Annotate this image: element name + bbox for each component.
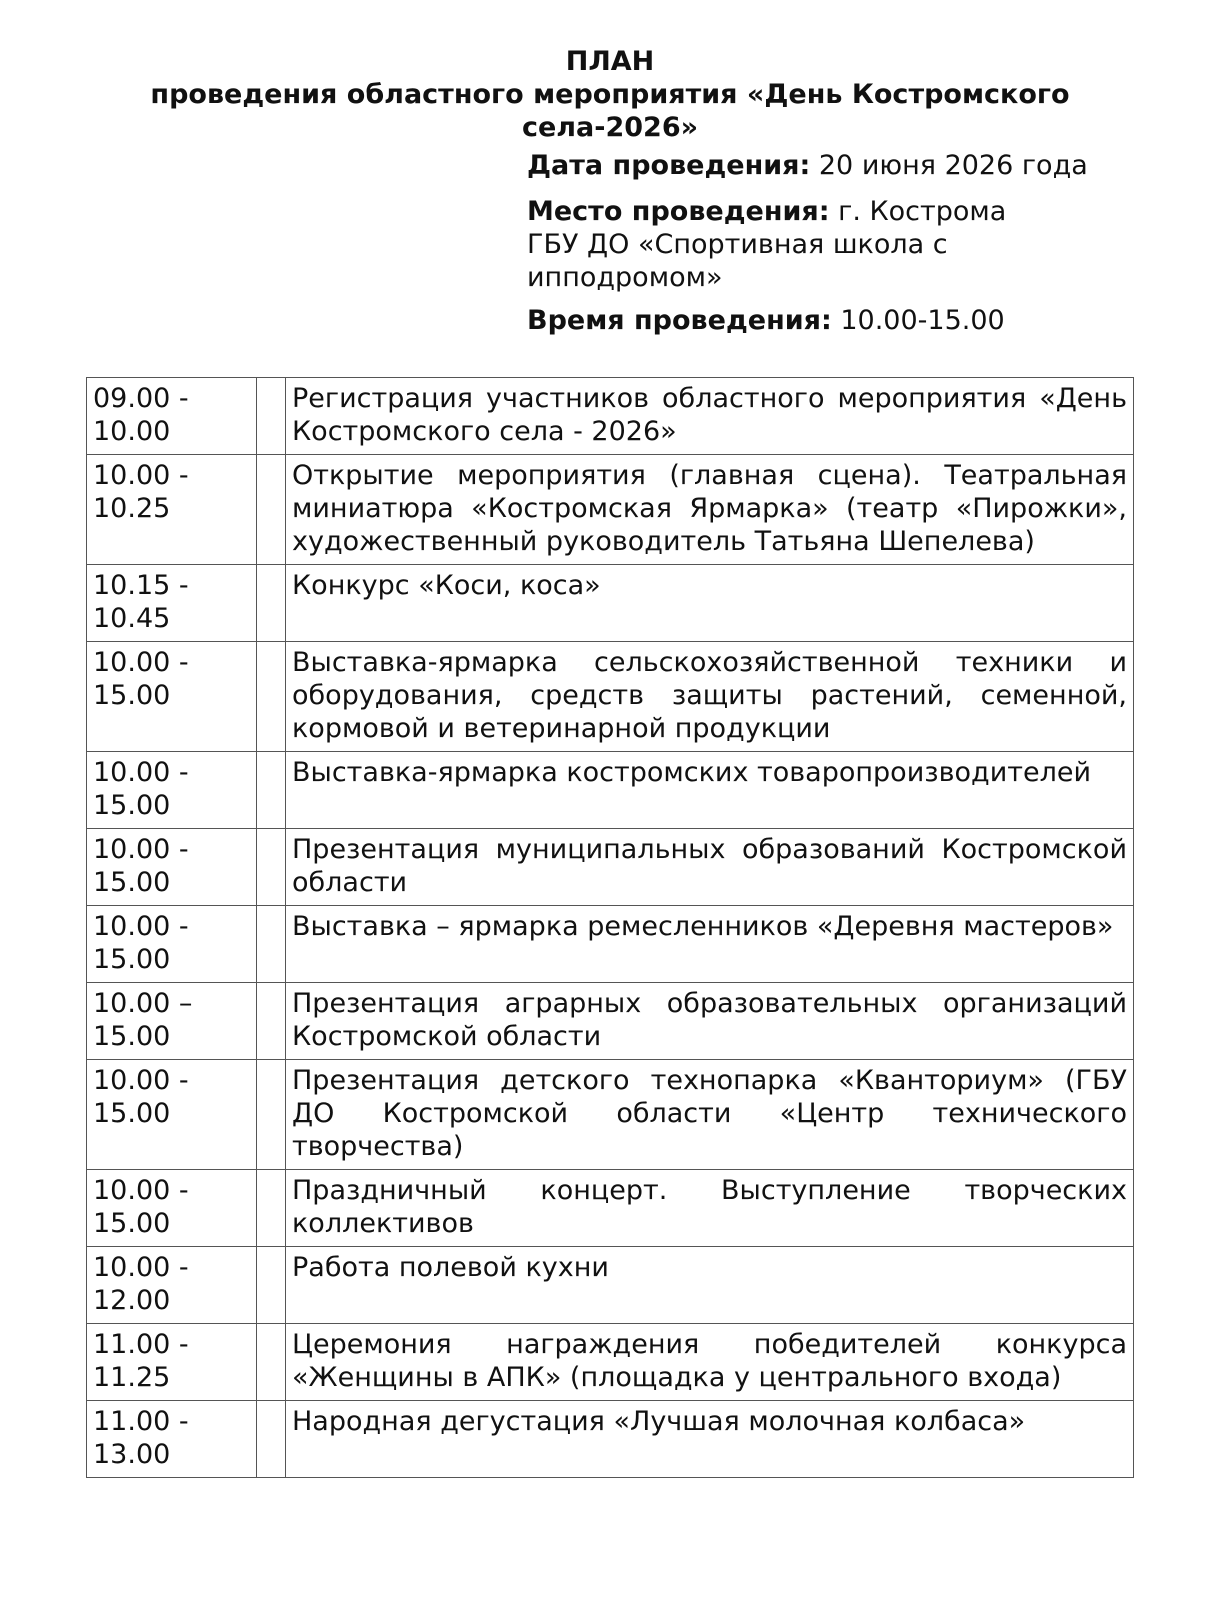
- event-place: [527, 195, 1177, 294]
- time-cell: 11.00 - 13.00: [87, 1401, 257, 1478]
- event-place-label: Место проведения:: [527, 196, 830, 227]
- description-cell: Выставка-ярмарка сельскохозяйственной техники и оборудования, средств защиты растений, семенной, кормовой и ветеринарной продукции: [286, 642, 1134, 752]
- time-cell: 11.00 - 11.25: [87, 1324, 257, 1401]
- time-cell: 10.15 - 10.45: [87, 565, 257, 642]
- time-cell: 10.00 - 12.00: [87, 1247, 257, 1324]
- table-row: [87, 455, 1134, 565]
- table-row: [87, 1247, 1134, 1324]
- description-cell: Презентация аграрных образовательных организаций Костромской области: [286, 983, 1134, 1060]
- table-row: [87, 1170, 1134, 1247]
- description-cell: Презентация муниципальных образований Костромской области: [286, 829, 1134, 906]
- document-title: ПЛАН: [565, 46, 655, 77]
- description-cell: Народная дегустация «Лучшая молочная колбаса»: [286, 1401, 1134, 1478]
- description-cell: Работа полевой кухни: [286, 1247, 1134, 1324]
- spacer-cell: [257, 378, 286, 455]
- spacer-cell: [257, 829, 286, 906]
- event-time-value: 10.00-15.00: [831, 305, 1005, 336]
- spacer-cell: [257, 1247, 286, 1324]
- description-cell: Выставка – ярмарка ремесленников «Деревня мастеров»: [286, 906, 1134, 983]
- spacer-cell: [257, 1324, 286, 1401]
- table-row: [87, 983, 1134, 1060]
- spacer-cell: [257, 1060, 286, 1170]
- table-row: [87, 378, 1134, 455]
- spacer-cell: [257, 906, 286, 983]
- time-cell: 10.00 - 15.00: [87, 829, 257, 906]
- spacer-cell: [257, 455, 286, 565]
- table-row: [87, 1324, 1134, 1401]
- table-row: [87, 642, 1134, 752]
- document-subtitle-line2: села-2026»: [521, 112, 699, 143]
- description-cell: Регистрация участников областного мероприятия «День Костромского села - 2026»: [286, 378, 1134, 455]
- spacer-cell: [257, 642, 286, 752]
- document-subtitle-line1: проведения областного мероприятия «День Костромского: [150, 79, 1070, 110]
- description-cell: Конкурс «Коси, коса»: [286, 565, 1134, 642]
- spacer-cell: [257, 1401, 286, 1478]
- table-row: [87, 1060, 1134, 1170]
- spacer-cell: [257, 1170, 286, 1247]
- time-cell: 10.00 - 15.00: [87, 906, 257, 983]
- spacer-cell: [257, 752, 286, 829]
- description-cell: Выставка-ярмарка костромских товаропроизводителей: [286, 752, 1134, 829]
- time-cell: 10.00 - 15.00: [87, 642, 257, 752]
- time-cell: 10.00 - 15.00: [87, 1060, 257, 1170]
- description-cell: Церемония награждения победителей конкурса «Женщины в АПК» (площадка у центрального входа): [286, 1324, 1134, 1401]
- event-time: [527, 304, 1177, 337]
- spacer-cell: [257, 983, 286, 1060]
- event-place-value: г. Кострома: [829, 196, 1007, 227]
- table-row: [87, 906, 1134, 983]
- table-row: [87, 1401, 1134, 1478]
- spacer-cell: [257, 565, 286, 642]
- event-time-label: Время проведения:: [527, 305, 832, 336]
- time-cell: 10.00 - 10.25: [87, 455, 257, 565]
- event-place-detail: ГБУ ДО «Спортивная школа с ипподромом»: [527, 229, 948, 293]
- time-cell: 10.00 – 15.00: [87, 983, 257, 1060]
- schedule-table: [86, 377, 1134, 1478]
- event-date: [527, 149, 1177, 182]
- event-date-value: 20 июня 2026 года: [810, 150, 1088, 181]
- description-cell: Открытие мероприятия (главная сцена). Театральная миниатюра «Костромская Ярмарка» (театр «Пирожки», художественный руководитель Татьяна Шепелева): [286, 455, 1134, 565]
- table-row: [87, 752, 1134, 829]
- time-cell: 10.00 - 15.00: [87, 752, 257, 829]
- time-cell: 09.00 - 10.00: [87, 378, 257, 455]
- description-cell: Презентация детского технопарка «Кванториум» (ГБУ ДО Костромской области «Центр технического творчества): [286, 1060, 1134, 1170]
- table-row: [87, 565, 1134, 642]
- event-date-label: Дата проведения:: [527, 150, 811, 181]
- description-cell: Праздничный концерт. Выступление творческих коллективов: [286, 1170, 1134, 1247]
- time-cell: 10.00 - 15.00: [87, 1170, 257, 1247]
- table-row: [87, 829, 1134, 906]
